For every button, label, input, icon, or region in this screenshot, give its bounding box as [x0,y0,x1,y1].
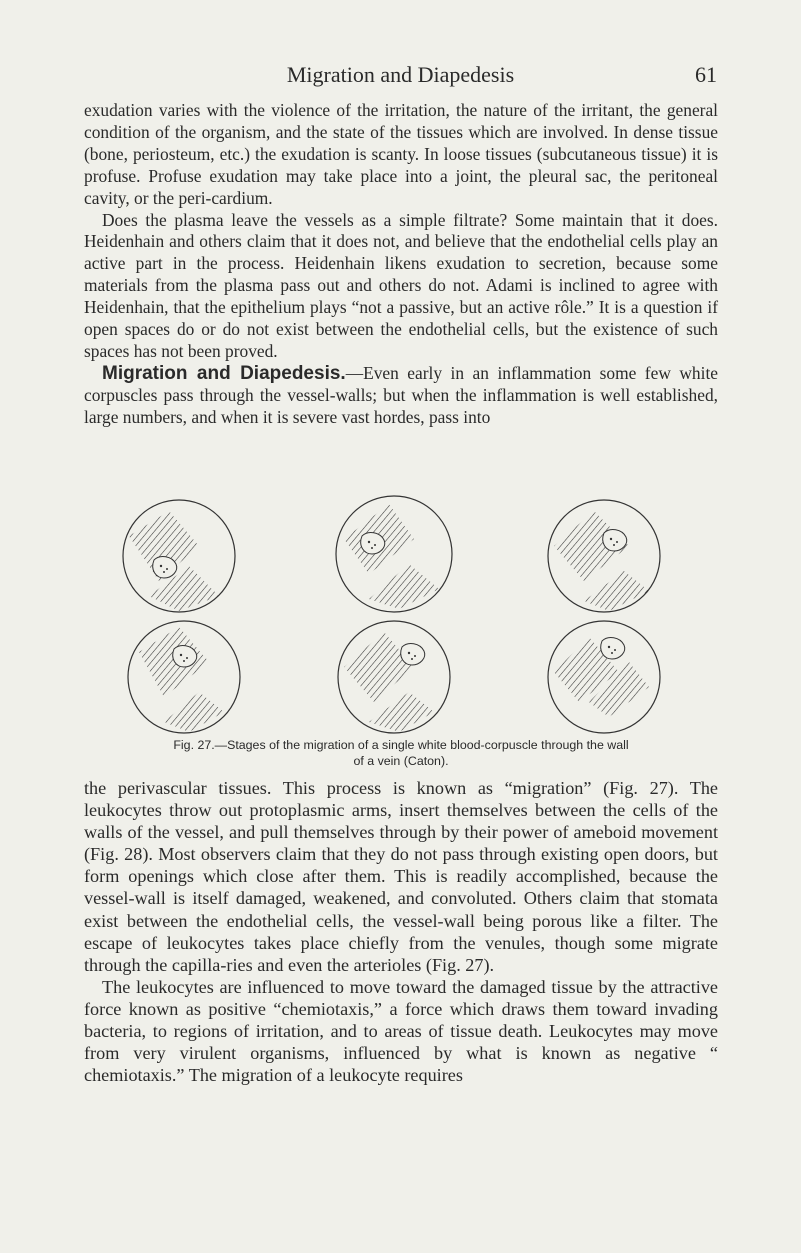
section-heading: Migration and Diapedesis. [102,362,346,384]
paragraph: the perivascular tissues. This process is known as “migration” (Fig. 27). The leukocytes throw out protoplasmic arms, insert themselves between the cells of the walls of the vessel, and pull themselves through by their power of ameboid movement (Fig. 28). Most observers claim that they do not pass through existing open doors, but form openings which close after them. This is readily accomplished, because the vessel-wall is itself damaged, weakened, and convoluted. Others claim that stomata exist between the endothelial cells, the vessel-wall being porous like a filter. The escape of leukocytes takes place chiefly from the venules, though some migrate through the capilla-ries and even the arterioles (Fig. 27). [84,778,718,975]
paragraph: Does the plasma leave the vessels as a simple filtrate? Some maintain that it does. Heidenhain and others claim that it does not, and believe that the endothelial cells play an active part in the process. Heidenhain likens exudation to secretion, because some materials from the plasma pass out and others do not. Adami is inclined to agree with Heidenhain, that the epithelium plays “not a passive, but an active rôle.” It is a question if open spaces do or do not exist between the endothelial cells, but the existence of such spaces has not been proved. [84,209,718,361]
caption-line-2: of a vein (Caton). [353,754,449,768]
bottom-text-block [84,777,718,1086]
stage-6 [548,621,660,733]
paragraph: The leukocytes are influenced to move toward the damaged tissue by the attractive force known as positive “chemiotaxis,” a force which draws them toward invading bacteria, to regions of irritation, and to areas of tissue death. Leukocytes may move from very virulent organisms, influenced by what is known as negative “ chemiotaxis.” The migration of a leukocyte requires [84,976,718,1086]
page-header [0,62,801,88]
section-text: —Even early in an inflammation some few white corpuscles pass through the vessel-walls; but when the inflammation is well established, large numbers, and when it is severe vast hordes, pass into [84,362,718,427]
stage-2 [336,496,452,612]
figure-27 [84,494,718,769]
stage-1 [123,500,235,612]
figure-illustration [84,494,718,734]
caption-line-1: Fig. 27.—Stages of the migration of a single white blood-corpuscle through the wall [173,738,629,752]
stage-3 [548,500,660,612]
paragraph: exudation varies with the violence of the irritation, the nature of the irritant, the general condition of the organism, and the state of the tissues which are involved. In dense tissue (bone, periosteum, etc.) the exudation is scanty. In loose tissues (subcutaneous tissue) it is profuse. Profuse exudation may take place into a joint, the pleural sac, the peritoneal cavity, or the peri-cardium. [84,100,718,208]
top-text-block [84,100,718,429]
running-title: Migration and Diapedesis [286,62,515,87]
page-number: 61 [695,62,717,87]
figure-caption [84,737,718,769]
stage-4 [128,621,240,733]
section-paragraph [84,363,718,429]
stage-5 [338,621,450,733]
